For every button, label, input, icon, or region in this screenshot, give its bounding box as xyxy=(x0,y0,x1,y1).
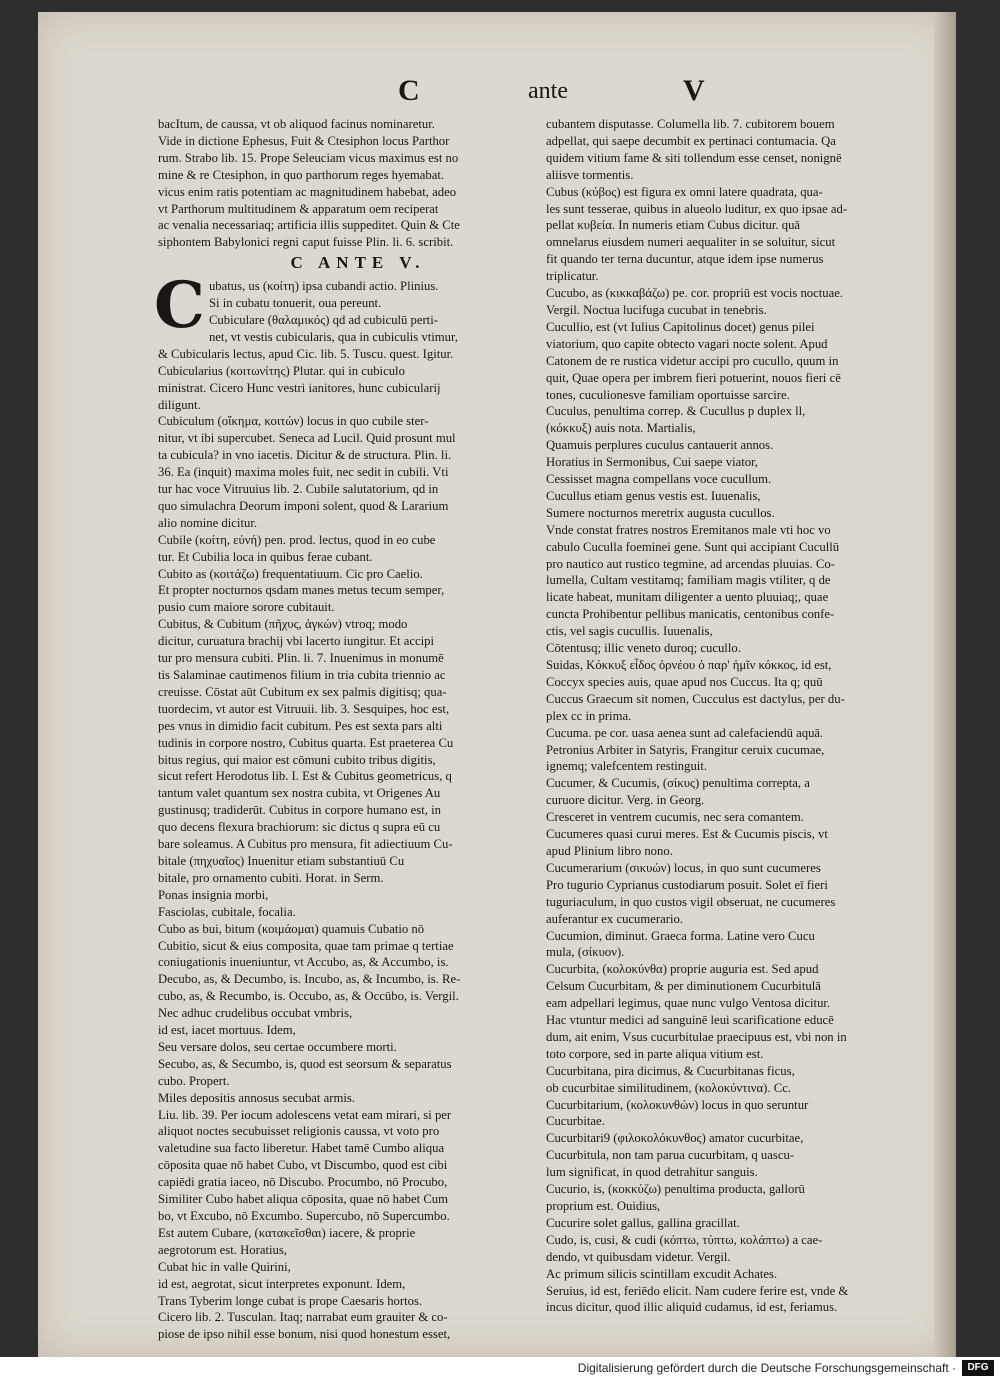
entry-line: cubantem disputasse. Columella lib. 7. cubitorem bouem xyxy=(546,117,835,131)
entry-line: Seu versare dolos, seu certae occumbere morti. xyxy=(158,1039,397,1054)
entry-line: pes vnus in dimidio facit cubitum. Pes est sexta pars alti xyxy=(158,718,443,733)
entry-line: Fasciolas, cubitale, focalia. xyxy=(158,904,296,919)
entry-line: bitale, pro ornamento cubiti. Horat. in Serm. xyxy=(158,870,384,885)
entry-line: quo decens flexura brachiorum: sic dictus q supra eū cu xyxy=(158,820,441,835)
entry-line: bitale (πηχυαῖος) Inuenitur etiam substantiuū Cu xyxy=(158,853,405,868)
entry-line: ta cubicula? in vno iacetis. Dicitur & de structura. Plin. li. xyxy=(158,448,452,463)
entry-line: licate habeat, munitam diligenter a uento pluuiaq;, quae xyxy=(546,590,829,605)
entry-line: Cubile (κοίτη, εὐνή) pen. prod. lectus, quod in eo cube xyxy=(158,532,436,547)
entry-line: Quamuis perplures cuculus cantauerit annos. xyxy=(546,438,774,453)
entry-line: Cucurbita, (κολοκύνθα) proprie auguria est. Sed apud xyxy=(546,962,819,977)
entry-line: Si in cubatu tonuerit, oua pereunt. xyxy=(208,296,382,311)
entry-line: Nec adhuc crudelibus occubat vmbris, xyxy=(158,1006,353,1021)
entry-line: capiēdi gratia iaceo, nō Discubo. Procumbo, nō Procubo, xyxy=(158,1175,448,1190)
entry-line: ubatus, us (κοίτη) ipsa cubandi actio. Plinius. xyxy=(208,279,439,294)
entry-line: Decubo, as, & Decumbo, is. Incubo, as, & Incumbo, is. Re- xyxy=(158,972,461,987)
entry-line: plex cc in prima. xyxy=(546,708,632,723)
entry-line: (κόκκυξ) auis nota. Martialis, xyxy=(546,421,696,436)
entry-line: proprium est. Ouidius, xyxy=(546,1199,661,1213)
entry-line: Cresceret in ventrem cucumis, nec sera comantem. xyxy=(546,810,804,825)
entry-line: tantum valet quantum sex nostra cubita, vt Origenes Au xyxy=(158,786,441,801)
entry-line: Ac primum silicis scintillam excudit Achates. xyxy=(546,1266,778,1281)
entry-line: creuisse. Cōstat aūt Cubitum ex sex palmis digitisq; qua- xyxy=(158,684,447,699)
entry-line: tones, cuculionesve familiam oportuisse sarcire. xyxy=(546,387,790,402)
entry-line: triplicatur. xyxy=(546,269,599,284)
footer-bar xyxy=(0,1357,1000,1380)
left-column-intro xyxy=(158,116,558,251)
entry-line: Seruius, id est, feriēdo elicit. Nam cudere ferire est, vnde & xyxy=(546,1283,849,1298)
header-letter-left: C xyxy=(398,74,420,107)
intro-line: vicus enim ratis potentiam ac magnitudinem habebat, adeo xyxy=(158,184,457,199)
running-header xyxy=(38,74,956,114)
entry-line: incus dicitur, quod illic aliquid cudamus, id est, feriamus. xyxy=(546,1300,838,1315)
entry-line: Cucumerarium (σικυών) locus, in quo sunt cucumeres xyxy=(546,860,821,875)
entry-line: id est, aegrotat, sicut interpretes exponunt. Idem, xyxy=(158,1276,406,1291)
entry-line: Cucubo, as (κικκαβάζω) pe. cor. propriū est vocis noctuae. xyxy=(546,286,844,301)
entry-line: toto corpore, sed in parte aliqua vitium est. xyxy=(546,1046,764,1061)
entry-line: omnelarus eiusdem numeri aequaliter in se soluitur, sicut xyxy=(546,235,836,250)
header-letter-right: V xyxy=(683,74,705,107)
entry-line: les sunt tesserae, quibus in alueolo luditur, ex quo ipsae ad- xyxy=(546,201,848,216)
entry-line: bare soleamus. A Cubitus pro mensura, fit adiectiuum Cu- xyxy=(158,837,453,852)
entry-line: Cubo as bui, bitum (κοιμάομαι) quamuis Cubatio nō xyxy=(158,921,425,936)
entry-line: 36. Ea (inquit) maxima moles fuit, nec sedit in cubili. Vti xyxy=(158,465,449,480)
entry-line: Cucumion, diminut. Graeca forma. Latine vero Cucu xyxy=(546,928,815,943)
entry-line: coniugationis inueniuntur, vt Accubo, as, & Accumbo, is. xyxy=(158,955,449,970)
entry-line: Cuccus Graecum sit nomen, Cucculus est dactylus, per du- xyxy=(546,691,845,706)
entry-line: pusio cum maiore sorore cubitauit. xyxy=(158,600,335,615)
entry-line: Cuculus, penultima correp. & Cucullus p duplex ll, xyxy=(546,404,806,419)
entry-line: Celsum Cucurbitam, & per diminutionem Cucurbitulā xyxy=(546,979,821,994)
entry-line: ministrat. Cicero Hunc vestri ianitores, hunc cubicularij xyxy=(158,380,441,395)
entry-line: Trans Tyberim longe cubat is prope Caesaris hortos. xyxy=(158,1293,423,1308)
intro-line: Vide in dictione Ephesus, Fuit & Ctesiphon locus Parthor xyxy=(158,133,450,148)
entry-line: quo simulachra Deorum imponi solent, quod & Lararium xyxy=(158,498,449,513)
entry-line: Vnde constat fratres nostros Eremitanos male vti hoc vo xyxy=(546,522,831,537)
entry-line: id est, iacet mortuus. Idem, xyxy=(158,1023,296,1038)
right-column-body xyxy=(546,116,944,1316)
entry-line: Cubito as (κοιτάζω) frequentatiuum. Cic pro Caelio. xyxy=(158,566,423,581)
entry-line: pro nautico aut rustico tegmine, ad arcendas pluuias. Co- xyxy=(546,556,835,571)
entry-line: Cōtentusq; illic veneto duroq; cucullo. xyxy=(546,641,741,656)
entry-line: Est autem Cubare, (κατακεῖσθαι) iacere, & proprie xyxy=(158,1225,416,1240)
entry-line: Sumere nocturnos meretrix augusta cucullos. xyxy=(546,505,775,520)
entry-line: aliisve tormentis. xyxy=(546,167,634,182)
entry-line: Cucumer, & Cucumis, (σίκυς) penultima correpta, a xyxy=(546,776,810,791)
entry-line: Cucuma. pe cor. uasa aenea sunt ad calefaciendū aquā. xyxy=(546,725,824,740)
entry-line: pellat κυβεία. In numeris etiam Cubus dicitur. quā xyxy=(546,218,801,233)
entry-line: quidem vitium fame & siti tollendum esse censet, nonignē xyxy=(546,150,842,165)
entry-line: lumella, Cultam vestitamq; familiam magis vtiliter, q de xyxy=(546,573,831,588)
entry-line: Cucurbitae. xyxy=(546,1114,605,1129)
entry-line: dum, ait enim, Vsus cucurbitulae praecipuus est, vbi non in xyxy=(546,1029,847,1044)
entry-line: cōposita quae nō habet Cubo, vt Discumbo, quod est cibi xyxy=(158,1158,448,1173)
entry-line: Cubicularius (κοιτωνίτης) Plutar. qui in cubiculo xyxy=(158,363,405,378)
book-page xyxy=(38,12,956,1357)
entry-line: Cessisset magna compellans voce cucullum. xyxy=(546,472,772,487)
entry-line: tur. Et Cubilia loca in quibus ferae cubant. xyxy=(158,549,373,564)
entry-line: cubo, as, & Recumbo, is. Occubo, as, & Occūbo, is. Vergil. xyxy=(158,989,459,1004)
entry-line: Cudo, is, cusi, & cudi (κόπτω, τύπτω, κολάπτω) a cae- xyxy=(546,1232,823,1247)
entry-line: Cubitus, & Cubitum (πῆχυς, ἀγκών) vtroq; modo xyxy=(158,617,408,632)
entry-line: Similiter Cubo habet aliqua cōposita, quae nō habet Cum xyxy=(158,1192,448,1207)
entry-line: mula, (σίκυον). xyxy=(546,945,625,960)
entry-line: Coccyx species auis, quae apud nos Cuccus. Ita q; quū xyxy=(546,674,823,689)
entry-line: apud Plinium libro nono. xyxy=(546,843,673,858)
intro-line: siphontem Babylonici regni caput fuisse Plin. li. 6. scribit. xyxy=(158,235,454,250)
entry-line: Ponas insignia morbi, xyxy=(158,887,269,902)
entry-line: bitus regius, qui maior est cōmuni cubito tribus digitis, xyxy=(158,752,436,767)
entry-line: Cicero lib. 2. Tusculan. Itaq; narrabat eum grauiter & co- xyxy=(158,1310,448,1325)
entry-line: tis Salaminae cautimenos filium in tria cubita triennio ac xyxy=(158,668,446,682)
intro-line: ac venalia necessariaq; artificia illis suppeditet. Quin & Cte xyxy=(158,218,460,233)
intro-line: bacItum, de caussa, vt ob aliquod facinus nominaretur. xyxy=(158,117,435,131)
entry-line: Petronius Arbiter in Satyris, Frangitur ceruix cucumae, xyxy=(546,742,825,757)
entry-line: Et propter nocturnos qsdam manes metus tecum semper, xyxy=(158,583,445,598)
entry-line: cuncta Prohibentur pellibus manicatis, centonibus confe- xyxy=(546,607,835,622)
left-column xyxy=(154,116,558,1342)
entry-line: gustinusq; tradiderūt. Cubitus in corpore humano est, in xyxy=(158,803,441,818)
entry-line: nitur, vt ibi supercubet. Seneca ad Lucil. Quid prosunt mul xyxy=(158,431,456,446)
entry-line: alio nomine dicitur. xyxy=(158,515,258,530)
entry-line: fit quando ter terna ducuntur, atque idem ipse numerus xyxy=(546,252,824,267)
left-column-body xyxy=(158,278,558,1343)
entry-line: adpellat, qui saepe decumbit ex pertinaci contumacia. Qa xyxy=(546,133,836,148)
entry-line: tur hac voce Vitruuius lib. 2. Cubile salutatorium, qd in xyxy=(158,482,439,497)
entry-line: Cucurio, is, (κοκκύζω) penultima producta, gallorū xyxy=(546,1182,805,1197)
entry-line: ignemq; valefcentem restinguit. xyxy=(546,759,708,774)
entry-line: dendo, vt quibusdam videtur. Vergil. xyxy=(546,1249,731,1264)
entry-line: Liu. lib. 39. Per iocum adolescens vetat eam mirari, si per xyxy=(158,1107,452,1122)
entry-line: cabulo Cuculla foeminei gene. Sunt qui accipiant Cucullū xyxy=(546,539,840,554)
intro-line: rum. Strabo lib. 15. Prope Seleuciam vicus maximus est no xyxy=(158,150,459,165)
entry-line: aegrotorum est. Horatius, xyxy=(158,1242,287,1257)
entry-line: dicitur, curuatura brachij vbi lacerto iungitur. Et accipi xyxy=(158,634,435,649)
header-middle: ante xyxy=(528,78,568,104)
entry-line: tuguriaculum, in quo custos vigil obseruat, ne cucumeres xyxy=(546,894,836,909)
entry-line: tur pro mensura cubiti. Plin. li. 7. Inuenimus in monumē xyxy=(158,651,444,666)
entry-line: Cubus (κύβος) est figura ex omni latere quadrata, qua- xyxy=(546,184,823,199)
entry-line: auferantur ex cucumerario. xyxy=(546,911,684,926)
entry-line: Cucumeres quasi curui meres. Est & Cucumis piscis, vt xyxy=(546,827,828,842)
entry-line: viatorium, quo capite obtecto vagari nocte solent. Apud xyxy=(546,336,828,351)
entry-line: tuordecim, vt autor est Vitruuii. lib. 3. Sesquipes, hoc est, xyxy=(158,701,450,716)
entry-line: Vergil. Noctua lucifuga cucubat in tenebris. xyxy=(546,302,767,317)
entry-line: Secubo, as, & Secumbo, is, quod est seorsum & separatus xyxy=(158,1056,452,1071)
drop-cap: C xyxy=(154,268,205,344)
entry-line: valetudine sua facto liberetur. Habet tamē Cumbo aliqua xyxy=(158,1141,445,1156)
intro-line: mine & re Ctesiphon, in quo parthorum reges hyemabat. xyxy=(158,167,445,182)
entry-line: ob cucurbitae similitudinem, (κολοκύντινα). Cc. xyxy=(546,1080,792,1095)
entry-line: Cubitio, sicut & eius composita, quae tam primae q tertiae xyxy=(158,938,454,953)
entry-line: Cubiculum (οἴκημα, κοιτών) locus in quo cubile ster- xyxy=(158,414,429,429)
entry-line: Cucullio, est (vt Iulius Capitolinus docet) genus pilei xyxy=(546,319,815,334)
entry-line: Cucurire solet gallus, gallina gracillat. xyxy=(546,1215,740,1230)
entry-line: ctis, vel sagis cucullis. Iuuenalis, xyxy=(546,624,713,639)
entry-line: Horatius in Sermonibus, Cui saepe viator, xyxy=(546,455,758,470)
entry-line: & Cubicularis lectus, apud Cic. lib. 5. Tuscu. quest. Igitur. xyxy=(158,346,454,361)
entry-line: lum significat, in quod detrahitur sanguis. xyxy=(546,1165,758,1180)
entry-line: Cucurbitarium, (κολοκυνθών) locus in quo seruntur xyxy=(546,1097,809,1112)
right-column xyxy=(546,116,944,1315)
entry-line: Cucurbitula, non tam parua cucurbitam, q uascu- xyxy=(546,1148,795,1163)
section-title: C ANTE V. xyxy=(290,253,426,273)
entry-line: sicut refert Herodotus lib. I. Est & Cubitus geometricus, q xyxy=(158,769,452,784)
footer-credit: Digitalisierung gefördert durch die Deutsche Forschungsgemeinschaft · xyxy=(577,1361,956,1375)
entry-line: Hac vtuntur medici ad sanguinē leui scarificatione educē xyxy=(546,1013,834,1028)
intro-line: vt Parthorum multitudinem & apparatum oem reciperat xyxy=(158,201,439,216)
entry-line: Pro tugurio Cyprianus custodiarum posuit. Solet eī fieri xyxy=(546,877,828,892)
entry-line: Miles depositis annosus secubat armis. xyxy=(158,1090,355,1105)
entry-line: curuore dicitur. Verg. in Georg. xyxy=(546,793,705,808)
entry-line: aliquot noctes secubuisset religionis caussa, vt voto pro xyxy=(158,1124,440,1139)
entry-line: Cubiculare (θαλαμικός) qd ad cubiculū perti- xyxy=(208,312,438,327)
entry-line: Cucullus etiam genus vestis est. Iuuenalis, xyxy=(546,488,761,503)
entry-line: quit, Quae opera per imbrem fieri potuerint, nouos fieri cē xyxy=(546,370,841,385)
entry-line: net, vt vestis cubicularis, qua in cubiculis vtimur, xyxy=(208,329,458,344)
entry-line: piose de ipso nihil esse bonum, nisi quod honestum esset, xyxy=(158,1327,451,1342)
entry-line: tudinis in corpore nostro, Cubitus quarta. Est praeterea Cu xyxy=(158,735,454,750)
entry-line: Cubat hic in valle Quirini, xyxy=(158,1259,291,1274)
entry-line: diligunt. xyxy=(158,397,201,412)
entry-line: Suidas, Κόκκυξ εἶδος ὀρνέου ὁ παρ' ἡμῖν κόκκος, id est, xyxy=(546,658,832,672)
entry-line: bo, vt Excubo, nō Excumbo. Supercubo, nō Supercumbo. xyxy=(158,1209,450,1223)
entry-line: Catonem de re rustica videtur accipi pro cucullo, quum in xyxy=(546,353,839,368)
entry-line: cubo. Propert. xyxy=(158,1073,230,1088)
entry-line: Cucurbitari9 (φιλοκολόκυνθος) amator cucurbitae, xyxy=(546,1131,804,1146)
entry-line: Cucurbitana, pira dicimus, & Cucurbitanas ficus, xyxy=(546,1063,795,1078)
dfg-logo: DFG xyxy=(962,1360,994,1376)
entry-line: eam adpellari legimus, quae nunc vulgo Ventosa dicitur. xyxy=(546,996,831,1011)
